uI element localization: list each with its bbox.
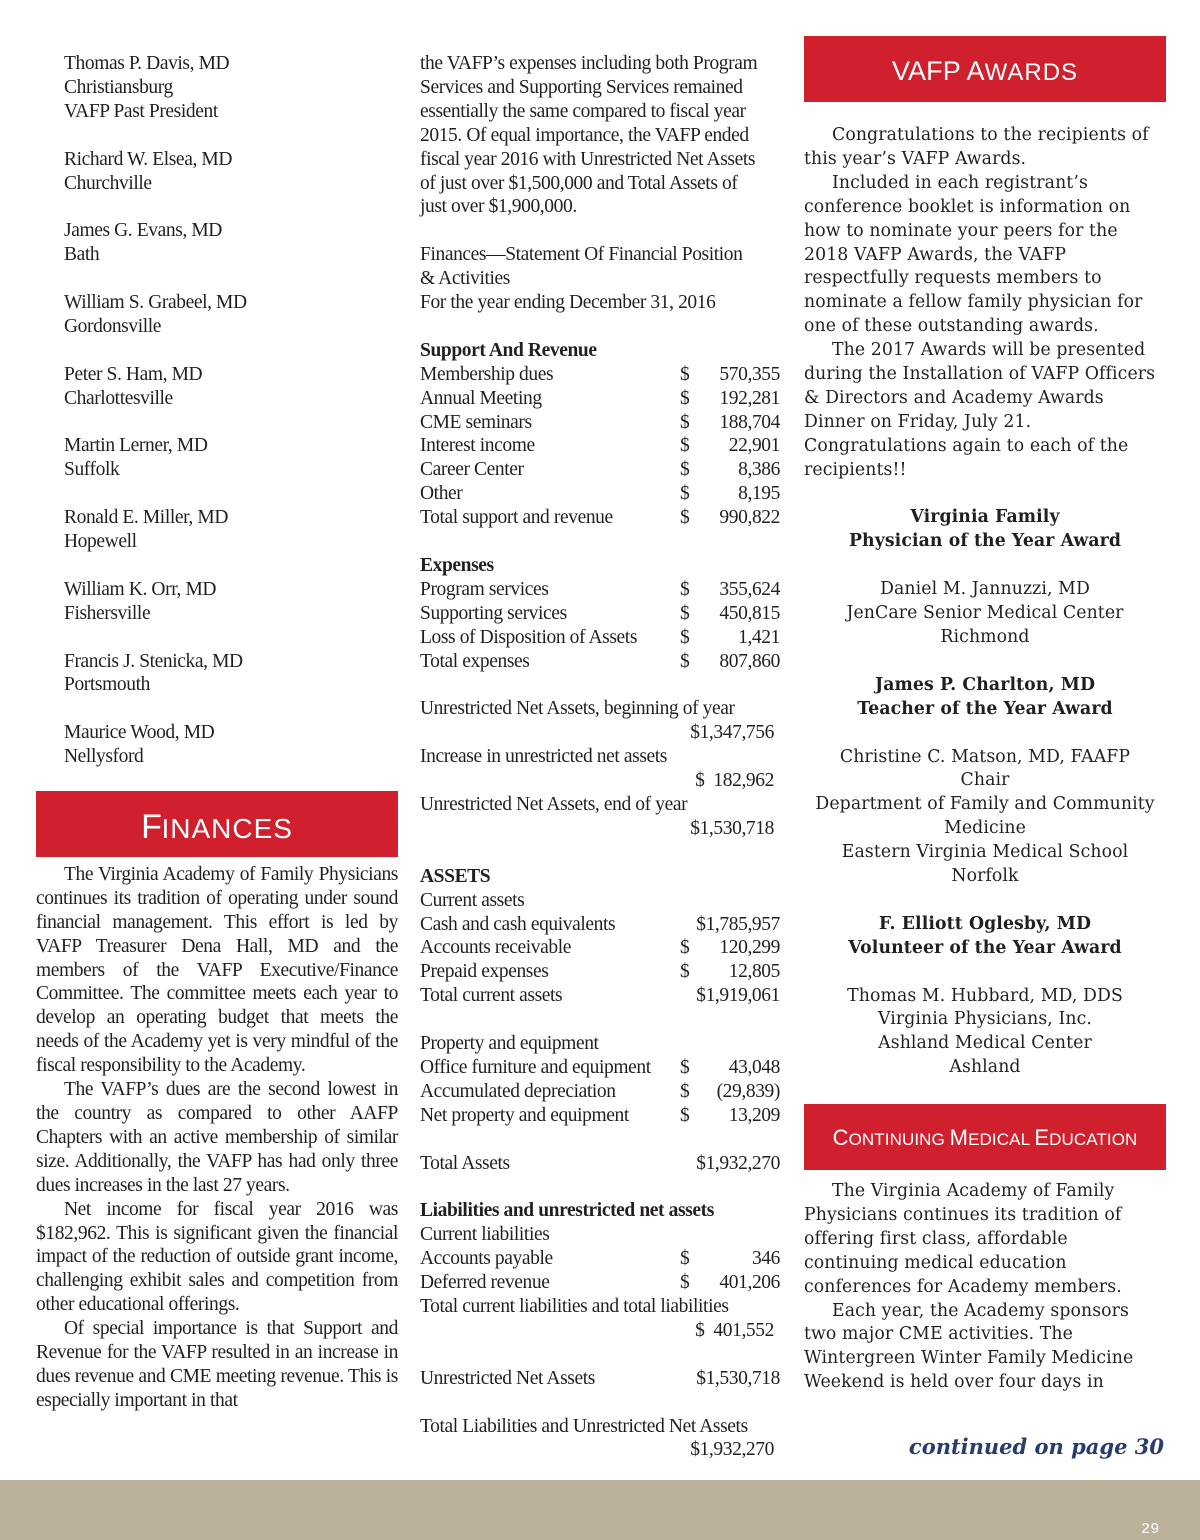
member-detail: Christiansburg [64, 76, 173, 98]
statement-line: Finances—Statement Of Financial Position [420, 244, 743, 266]
row-amount: 450,815 [719, 602, 780, 624]
row-amount: 120,299 [719, 937, 780, 959]
net-assets-table [420, 697, 780, 840]
award-title: Teacher of the Year Award [857, 698, 1113, 719]
net-assets-label: Unrestricted Net Assets, end of year [420, 794, 688, 816]
row-amount: 8,386 [738, 459, 780, 481]
row-label: Interest income [420, 435, 535, 457]
award-recipient: Medicine [944, 818, 1026, 839]
award-recipient: Eastern Virginia Medical School [841, 842, 1129, 863]
total-assets-row: Total Assets $1,932,270 [420, 1152, 780, 1174]
assets-heading: ASSETS [420, 865, 491, 887]
member-name: James G. Evans, MD [64, 220, 222, 242]
finances-banner [36, 791, 398, 857]
row-currency: $ [680, 1056, 690, 1078]
table-row [420, 1271, 780, 1295]
table-row [420, 1080, 780, 1104]
row-label: Net property and equipment [420, 1104, 629, 1126]
row-label: Deferred revenue [420, 1272, 550, 1294]
award-recipient: Daniel M. Jannuzzi, MD [880, 579, 1090, 600]
award-recipient: Virginia Physicians, Inc. [877, 1009, 1093, 1030]
awards-paragraph: The 2017 Awards will be presented during the Installation of VAFP Officers & Directors and Academy Awards Dinner on Friday, July 21. Congratulations again to each of the recipients!! [804, 340, 1156, 480]
row-label: Office furniture and equipment [420, 1056, 651, 1078]
continued-note: continued on page 30 [908, 1434, 1164, 1459]
award-recipient: Ashland Medical Center [878, 1033, 1092, 1054]
expenses-heading: Expenses [420, 554, 494, 576]
row-currency: $ [680, 411, 690, 433]
award-recipient: JenCare Senior Medical Center [846, 603, 1124, 624]
table-row [420, 1247, 780, 1271]
row-amount: 355,624 [719, 578, 780, 600]
finances-heading-rest: INANCES [161, 812, 293, 844]
row-currency: $ [680, 650, 690, 672]
award-recipient: Chair [960, 770, 1010, 791]
table-row [420, 984, 780, 1008]
member-entry [36, 52, 398, 124]
row-currency: $ [680, 578, 690, 600]
awards-list [804, 506, 1166, 1080]
row-currency: $ [680, 483, 690, 505]
row-currency: $ [680, 1104, 690, 1126]
net-assets-amount: $1,530,718 [690, 817, 774, 839]
awards-paragraph: Included in each registrant’s conference booklet is information on how to nominate your peers for the 2018 VAFP Awards, the VAFP respectfully requests members to nominate a fellow family physician for one of these outstanding awards. [804, 172, 1143, 337]
member-entry [36, 291, 398, 339]
member-detail: Portsmouth [64, 674, 150, 696]
member-entry [36, 506, 398, 554]
row-label: Other [420, 483, 463, 505]
row-label: CME seminars [420, 411, 532, 433]
member-entry [36, 650, 398, 698]
member-name: Ronald E. Miller, MD [64, 507, 228, 529]
cme-paragraph: The Virginia Academy of Family Physicians continues its tradition of offering first class, affordable continuing medical education conferences for Academy members. [804, 1181, 1122, 1297]
row-amount: 8,195 [738, 483, 780, 505]
row-amount: 43,048 [728, 1056, 780, 1078]
row-currency: $ [680, 363, 690, 385]
statement-title [420, 243, 780, 315]
row-currency: $ [680, 1272, 690, 1294]
member-name: William K. Orr, MD [64, 578, 217, 600]
row-amount: 346 [751, 1248, 780, 1270]
property-table [420, 1056, 780, 1128]
row-amount: 13,209 [728, 1104, 780, 1126]
award-item [804, 674, 1166, 889]
net-assets-label: Unrestricted Net Assets, beginning of year [420, 698, 735, 720]
award-gap [804, 961, 1166, 985]
row-currency: $ [680, 459, 690, 481]
award-recipient: Department of Family and Community [815, 794, 1155, 815]
intro-line: fiscal year 2016 with Unrestricted Net Assets [420, 148, 756, 170]
award-gap [804, 722, 1166, 746]
cme-banner: CONTINUING MEDICAL EDUCATION [804, 1104, 1166, 1170]
member-entry [36, 434, 398, 482]
row-amount: 188,704 [719, 411, 780, 433]
row-currency: $ [680, 507, 690, 529]
awards-banner [804, 36, 1166, 102]
member-detail: Churchville [64, 172, 152, 194]
row-amount: 1,421 [738, 626, 780, 648]
property-subheading: Property and equipment [420, 1033, 599, 1055]
row-amount: 570,355 [719, 363, 780, 385]
current-assets-table [420, 913, 780, 1009]
table-row [420, 363, 780, 387]
table-row [420, 578, 780, 602]
column-left [36, 52, 398, 1413]
member-detail: Hopewell [64, 531, 137, 553]
table-row [420, 458, 780, 482]
support-table [420, 363, 780, 530]
finances-paragraph: The VAFP’s dues are the second lowest in the country as compared to other AAFP Chapters with an active membership of similar size. Additionally, the VAFP has had only three dues increases in the last 27 years. [36, 1079, 398, 1196]
row-currency: $ [680, 435, 690, 457]
member-entry [36, 219, 398, 267]
column-right [804, 36, 1166, 1395]
member-entry [36, 578, 398, 626]
row-currency: $ [680, 602, 690, 624]
intro-line: the VAFP’s expenses including both Program [420, 53, 758, 74]
net-assets-amount: $ 182,962 [695, 770, 774, 792]
row-label: Program services [420, 578, 549, 600]
table-row [420, 387, 780, 411]
row-label: Supporting services [420, 602, 567, 624]
award-recipient: Ashland [949, 1057, 1021, 1078]
awards-paragraph: Congratulations to the recipients of this year’s VAFP Awards. [804, 125, 1149, 169]
row-amount: (29,839) [716, 1080, 780, 1102]
row-currency: $ [680, 387, 690, 409]
table-row [420, 434, 780, 458]
member-detail: Suffolk [64, 459, 120, 481]
award-item [804, 913, 1166, 1080]
support-heading: Support And Revenue [420, 339, 597, 361]
row-label: Accounts payable [420, 1248, 553, 1270]
row-amount: $1,919,061 [696, 985, 780, 1007]
row-label: Accounts receivable [420, 937, 572, 959]
table-row [420, 960, 780, 984]
net-assets-amount: $1,347,756 [690, 722, 774, 744]
total-liabilities-label: Total current liabilities and total liabilities [420, 1296, 729, 1317]
table-row [420, 913, 780, 937]
row-amount: 12,805 [728, 961, 780, 983]
award-recipient: Norfolk [951, 866, 1019, 887]
finances-paragraph: Of special importance is that Support and Revenue for the VAFP resulted in an increase in dues revenue and CME meeting revenue. This is especially important in that [36, 1318, 398, 1411]
row-currency: $ [680, 1080, 690, 1102]
row-label: Career Center [420, 459, 524, 481]
row-amount: 807,860 [719, 650, 780, 672]
table-row [420, 650, 780, 674]
table-row [420, 506, 780, 530]
row-label: Membership dues [420, 363, 554, 385]
row-label: Loss of Disposition of Assets [420, 626, 638, 648]
expenses-table [420, 578, 780, 674]
awards-heading-rest: WARDS [984, 59, 1079, 86]
row-label: Total support and revenue [420, 507, 613, 529]
row-amount: 990,822 [719, 507, 780, 529]
row-currency: $ [680, 1248, 690, 1270]
row-currency: $ [680, 626, 690, 648]
member-name: Francis J. Stenicka, MD [64, 650, 243, 672]
row-label: Accumulated depreciation [420, 1080, 616, 1102]
member-detail: Fishersville [64, 602, 151, 624]
row-currency: $ [680, 937, 690, 959]
table-row [420, 1056, 780, 1080]
table-row [420, 482, 780, 506]
award-recipient: Christine C. Matson, MD, FAAFP [839, 746, 1131, 767]
table-row [420, 1104, 780, 1128]
table-row [420, 602, 780, 626]
page-footer-bar [0, 1480, 1200, 1540]
finances-paragraph: Net income for fiscal year 2016 was $182,962. This is significant given the financial impact of the reduction of outside grant income, challenging exhibit sales and competition from other educational offerings. [36, 1198, 398, 1316]
member-name: Martin Lerner, MD [64, 435, 208, 457]
member-detail: Charlottesville [64, 387, 173, 409]
member-entry [36, 721, 398, 769]
member-detail: Gordonsville [64, 315, 162, 337]
award-recipient: Richmond [940, 627, 1030, 647]
award-title: James P. Charlton, MD [874, 674, 1096, 695]
member-name: Thomas P. Davis, MD [64, 53, 230, 74]
current-liabilities-subheading: Current liabilities [420, 1224, 550, 1246]
intro-line: essentially the same compared to fiscal year [420, 100, 746, 122]
award-recipient: Thomas M. Hubbard, MD, DDS [847, 985, 1123, 1006]
row-label: Total current assets [420, 985, 563, 1007]
member-entry [36, 148, 398, 196]
financial-intro [420, 52, 780, 219]
intro-line: Services and Supporting Services remained [420, 76, 743, 98]
intro-line: of just over $1,500,000 and Total Assets of [420, 172, 738, 194]
grand-total-amount: $1,932,270 [690, 1439, 774, 1461]
member-detail: Nellysford [64, 746, 144, 768]
award-item [804, 506, 1166, 649]
statement-line: For the year ending December 31, 2016 [420, 292, 716, 314]
unrestricted-net-assets-row: Unrestricted Net Assets $1,530,718 [420, 1367, 780, 1389]
page-number: 29 [1141, 1520, 1160, 1537]
row-amount: $1,785,957 [696, 913, 780, 935]
intro-line: just over $1,900,000. [420, 196, 577, 218]
statement-line: & Activities [420, 268, 510, 290]
grand-total-label: Total Liabilities and Unrestricted Net Assets [420, 1415, 748, 1437]
awards-heading-initial: VAFP A [891, 56, 985, 86]
finances-heading-initial: F [141, 807, 162, 846]
current-assets-subheading: Current assets [420, 889, 525, 911]
table-row [420, 411, 780, 435]
row-amount: 192,281 [719, 387, 780, 409]
member-name: Maurice Wood, MD [64, 722, 215, 744]
member-name: Richard W. Elsea, MD [64, 148, 233, 170]
column-middle [420, 52, 780, 1462]
row-label: Prepaid expenses [420, 961, 549, 983]
member-detail: VAFP Past President [64, 100, 218, 122]
row-label: Annual Meeting [420, 387, 542, 409]
liabilities-heading: Liabilities and unrestricted net assets [420, 1200, 714, 1222]
row-currency: $ [680, 961, 690, 983]
member-name: William S. Grabeel, MD [64, 292, 247, 314]
row-label: Cash and cash equivalents [420, 913, 616, 935]
intro-line: 2015. Of equal importance, the VAFP ended [420, 124, 749, 146]
award-gap [804, 554, 1166, 578]
award-title: Virginia Family [910, 507, 1060, 528]
member-detail: Bath [64, 244, 100, 266]
award-title: Volunteer of the Year Award [848, 937, 1122, 958]
award-title: F. Elliott Oglesby, MD [878, 913, 1092, 934]
row-label: Total expenses [420, 650, 530, 672]
member-name: Peter S. Ham, MD [64, 363, 203, 385]
total-liabilities-amount: $ 401,552 [695, 1319, 774, 1341]
table-row [420, 626, 780, 650]
cme-paragraph: Each year, the Academy sponsors two major CME activities. The Wintergreen Winter Family Medicine Weekend is held over four days in [804, 1300, 1134, 1393]
table-row [420, 936, 780, 960]
committee-members-list [36, 52, 398, 769]
member-entry [36, 363, 398, 411]
liabilities-table [420, 1247, 780, 1295]
finances-paragraph: The Virginia Academy of Family Physicians continues its tradition of operating under sound financial management. This effort is led by VAFP Treasurer Dena Hall, MD and the members of the VAFP Executive/Finance Committee. The committee meets each year to develop an operating budget that meets the needs of the Academy yet is very mindful of the fiscal responsibility to the Academy. [36, 863, 398, 1077]
net-assets-label: Increase in unrestricted net assets [420, 746, 667, 768]
row-amount: 22,901 [728, 435, 780, 457]
row-amount: 401,206 [719, 1272, 780, 1294]
award-title: Physician of the Year Award [848, 531, 1122, 552]
